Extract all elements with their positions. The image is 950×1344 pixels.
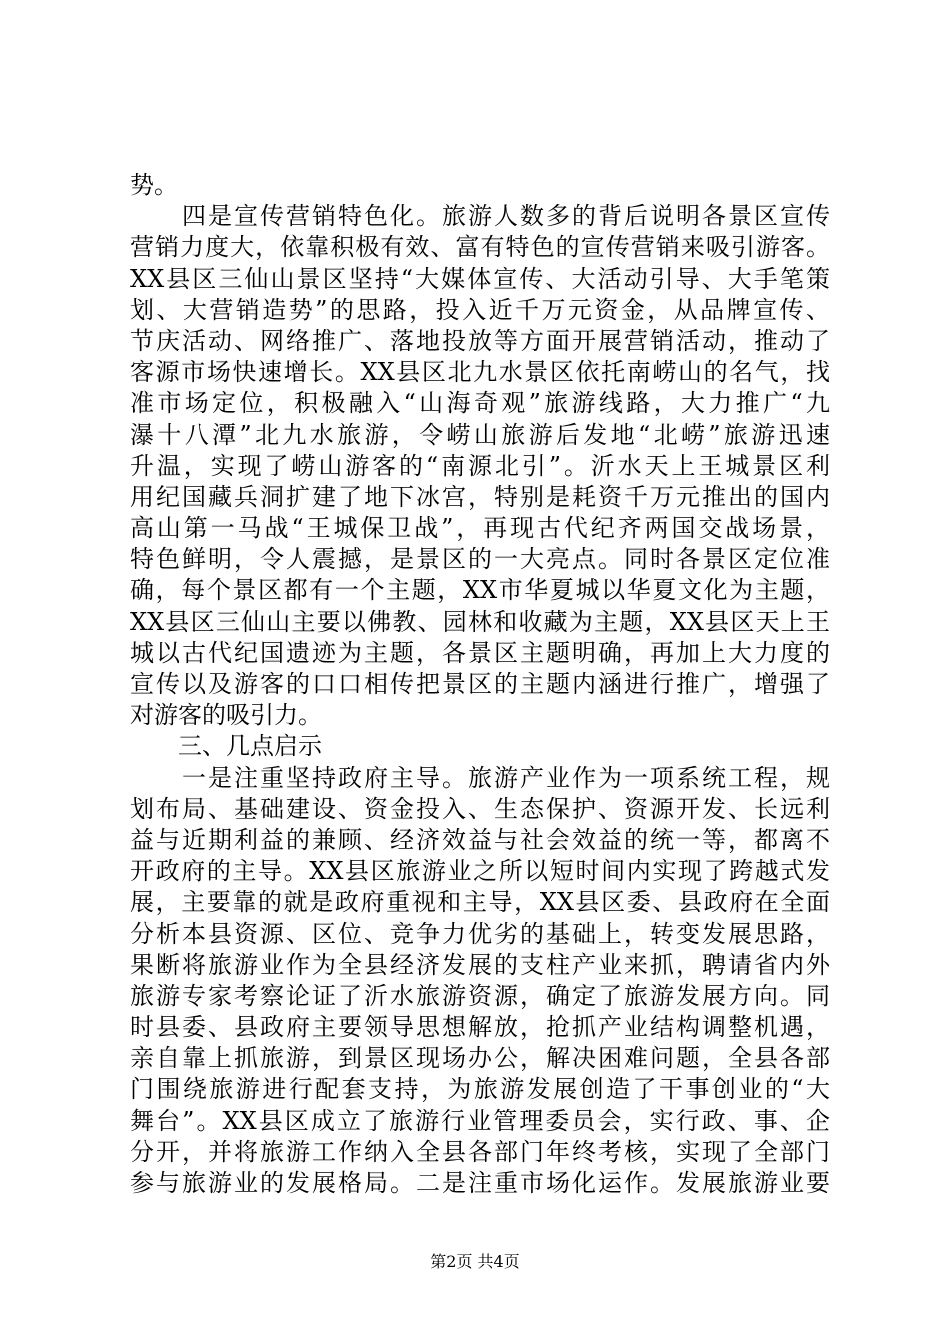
text-line: 三、几点启示 <box>130 732 322 761</box>
text-line: 分析本县资源、区位、竞争力优劣的基础上，转变发展思路， <box>130 919 830 948</box>
text-line: 分开，并将旅游工作纳入全县各部门年终考核，实现了全部门 <box>130 1137 830 1166</box>
text-line: 确，每个景区都有一个主题，XX市华夏城以华夏文化为主题， <box>130 576 830 605</box>
text-line: 展，主要靠的就是政府重视和主导，XX县区委、县政府在全面 <box>130 888 830 917</box>
text-line: 舞台”。XX县区成立了旅游行业管理委员会，实行政、事、企 <box>130 1106 830 1135</box>
text-line: 划布局、基础建设、资金投入、生态保护、资源开发、长远利 <box>130 794 830 823</box>
text-line: 高山第一马战“王城保卫战”，再现古代纪齐两国交战场景， <box>130 514 830 543</box>
text-line: 亲自靠上抓旅游，到景区现场办公，解决困难问题，全县各部 <box>130 1044 830 1073</box>
text-line: 开政府的主导。XX县区旅游业之所以短时间内实现了跨越式发 <box>130 857 830 886</box>
text-line: 客源市场快速增长。XX县区北九水景区依托南崂山的名气，找 <box>130 358 830 387</box>
text-line: 城以古代纪国遗迹为主题，各景区主题明确，再加上大力度的 <box>130 638 830 667</box>
text-line: 宣传以及游客的口口相传把景区的主题内涵进行推广，增强了 <box>130 670 830 698</box>
text-line: 节庆活动、网络推广、落地投放等方面开展营销活动，推动了 <box>130 326 830 355</box>
text-line: 瀑十八潭”北九水旅游，令崂山旅游后发地“北崂”旅游迅速 <box>130 420 830 449</box>
text-line: 对游客的吸引力。 <box>130 701 322 730</box>
text-line: XX县区三仙山主要以佛教、园林和收藏为主题，XX县区天上王 <box>130 607 830 636</box>
text-line: 益与近期利益的兼顾、经济效益与社会效益的统一等，都离不 <box>130 825 830 854</box>
text-line: 升温，实现了崂山游客的“南源北引”。沂水天上王城景区利 <box>130 451 830 480</box>
page-footer: 第2页 共4页 <box>430 1252 520 1271</box>
text-line: 参与旅游业的发展格局。二是注重市场化运作。发展旅游业要 <box>130 1169 830 1197</box>
text-line: 用纪国藏兵洞扩建了地下冰宫，特别是耗资千万元推出的国内 <box>130 482 830 511</box>
text-line: 特色鲜明，令人震撼，是景区的一大亮点。同时各景区定位准 <box>130 545 830 574</box>
document-body <box>130 170 830 1199</box>
text-line: XX县区三仙山景区坚持“大媒体宣传、大活动引导、大手笔策 <box>130 264 830 293</box>
text-line: 势。 <box>130 171 178 199</box>
text-line: 果断将旅游业作为全县经济发展的支柱产业来抓，聘请省内外 <box>130 950 830 979</box>
text-line: 四是宣传营销特色化。旅游人数多的背后说明各景区宣传 <box>130 202 830 231</box>
text-line: 划、大营销造势”的思路，投入近千万元资金，从品牌宣传、 <box>130 295 830 324</box>
text-line: 准市场定位，积极融入“山海奇观”旅游线路，大力推广“九 <box>130 389 830 418</box>
text-line: 营销力度大，依靠积极有效、富有特色的宣传营销来吸引游客。 <box>130 233 830 262</box>
text-line: 时县委、县政府主要领导思想解放，抢抓产业结构调整机遇， <box>130 1013 830 1042</box>
text-line: 门围绕旅游进行配套支持，为旅游发展创造了干事创业的“大 <box>130 1075 830 1104</box>
text-line: 旅游专家考察论证了沂水旅游资源，确定了旅游发展方向。同 <box>130 981 830 1010</box>
text-line: 一是注重坚持政府主导。旅游产业作为一项系统工程，规 <box>130 763 830 792</box>
